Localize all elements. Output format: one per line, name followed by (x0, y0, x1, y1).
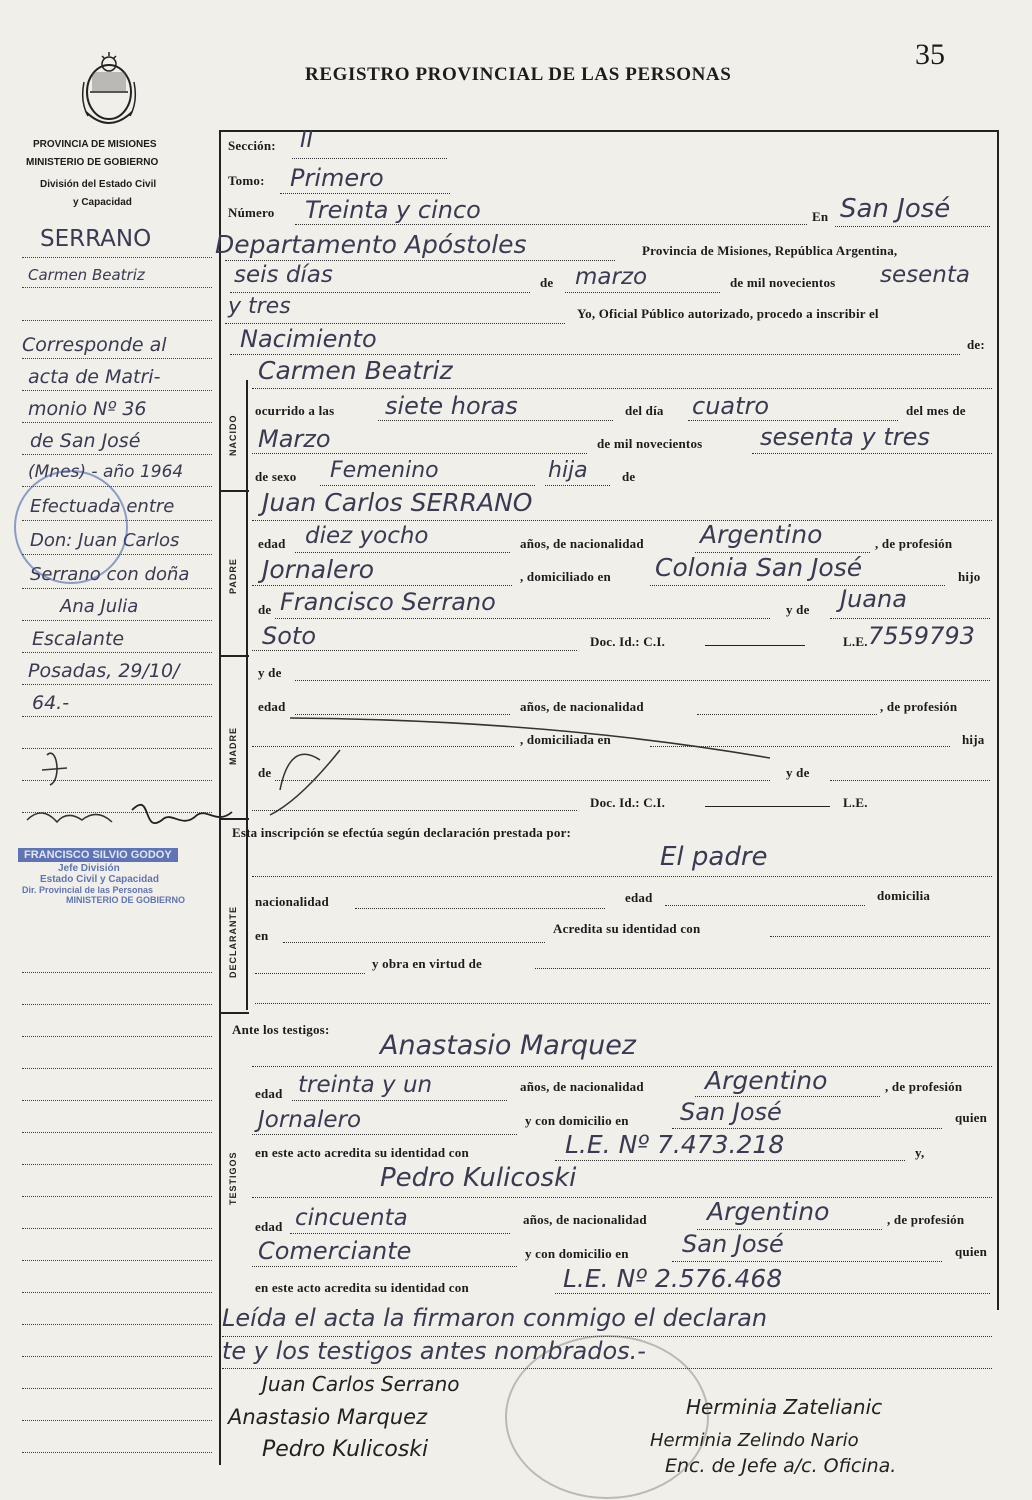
mes-nacido-value: Marzo (258, 425, 331, 453)
madre-edad-label: edad (258, 699, 286, 714)
office-line-2: MINISTERIO DE GOBIERNO (26, 157, 159, 168)
declarante-en-line (283, 942, 545, 943)
testigo1-nac-line (695, 1096, 880, 1097)
stamp-line-1: FRANCISCO SILVIO GODOY (18, 848, 178, 862)
padre-anios-label: años, de nacionalidad (520, 536, 644, 551)
padre-edad-line (295, 552, 510, 553)
testigo2-anios-label: años, de nacionalidad (523, 1212, 647, 1227)
madre-domicilio-label: , domiciliada en (520, 732, 611, 747)
del-dia-label: del día (625, 403, 664, 418)
testigo2-prof: Comerciante (258, 1237, 412, 1265)
margin-rule-e (22, 1100, 212, 1101)
anio-line-2 (225, 323, 565, 324)
testigo1-edad: treinta y un (298, 1072, 433, 1098)
declarante-nacionalidad-line (355, 908, 605, 909)
madre-doc-label: Doc. Id.: C.I. (590, 795, 666, 810)
section-divider-line (246, 380, 248, 1010)
margin-blank-line (22, 320, 212, 321)
hija-line (545, 485, 610, 486)
padre-edad-label: edad (258, 536, 286, 551)
en-label: En (812, 209, 829, 224)
margin-signature (22, 740, 242, 850)
signature-witness-1: Anastasio Marquez (228, 1405, 428, 1429)
declarante-side-label: DECLARANTE (228, 906, 238, 978)
testigo1-y: y, (915, 1145, 925, 1160)
closing-line-2: te y los testigos antes nombrados.- (222, 1337, 646, 1365)
padre-profesion-label: , de profesión (875, 536, 953, 551)
margin-note-10: Escalante (32, 628, 125, 650)
margin-rule-k (22, 1292, 212, 1293)
testigo2-acredita-label: en este acto acredita su identidad con (255, 1280, 469, 1295)
padre-padre-value: Francisco Serrano (280, 588, 496, 616)
testigo2-dom-line (672, 1261, 942, 1262)
testigo2-doc: L.E. Nº 2.576.468 (563, 1264, 783, 1293)
testigo2-prof-line (252, 1266, 517, 1267)
departamento-line (225, 260, 615, 261)
page-number: 35 (915, 38, 945, 71)
margin-note-1: Corresponde al (22, 334, 167, 356)
margin-given-line (22, 287, 212, 288)
padre-madre-divider (219, 655, 249, 657)
margin-note-8: Serrano con doña (30, 564, 190, 585)
anio-value-2: y tres (228, 294, 291, 319)
padre-y-de-label: y de (786, 602, 810, 617)
testigo2-dom: San José (682, 1230, 784, 1258)
madre-y-de-label: y de (258, 665, 282, 680)
padre-padre-line (275, 618, 770, 619)
numero-label: Número (228, 205, 275, 220)
office-line-4: y Capacidad (73, 197, 132, 208)
ocurrido-label: ocurrido a las (255, 403, 335, 418)
margin-note-rule-8 (22, 588, 212, 589)
padre-side-label: PADRE (228, 558, 238, 594)
seccion-label: Sección: (228, 138, 276, 153)
margin-rule-h (22, 1196, 212, 1197)
declarante-edad-label: edad (625, 890, 653, 905)
testigo2-edad-line (290, 1233, 510, 1234)
margin-note-rule-3 (22, 422, 212, 423)
margin-note-7: Don: Juan Carlos (30, 530, 180, 551)
testigo2-edad: cincuenta (295, 1205, 408, 1231)
testigo1-anios-label: años, de nacionalidad (520, 1079, 644, 1094)
testigo1-prof: Jornalero (258, 1107, 362, 1133)
declarante-testigos-divider (219, 1012, 249, 1014)
madre-le-label: L.E. (843, 795, 868, 810)
madre-y-de-line (295, 680, 990, 681)
margin-note-rule-1 (22, 358, 212, 359)
margin-rule-j (22, 1260, 212, 1261)
margin-note-rule-9 (22, 620, 212, 621)
testigo1-quien: quien (955, 1110, 988, 1125)
nacido-side-label: NACIDO (228, 414, 238, 456)
yo-text: Yo, Oficial Público autorizado, procedo a inscribir el (577, 306, 879, 321)
de-nacido-label: de (622, 469, 636, 484)
official-round-stamp (505, 1335, 709, 1499)
madre-profesion-label: , de profesión (880, 699, 958, 714)
mes-nacido-line (252, 453, 587, 454)
padre-hijo-label: hijo (958, 569, 981, 584)
margin-rule-a (22, 972, 212, 973)
margin-surname-line (22, 257, 212, 258)
margin-round-stamp (14, 470, 128, 584)
sexo-label: de sexo (255, 469, 297, 484)
margin-rule-o (22, 1420, 212, 1421)
sexo-value: Femenino (330, 458, 439, 483)
stamp-line-2: Jefe División (58, 863, 120, 874)
margin-note-11: Posadas, 29/10/ (28, 660, 180, 682)
madre-de-label: de (258, 765, 272, 780)
padre-madre-line (830, 618, 990, 619)
testigo1-acredita-label: en este acto acredita su identidad con (255, 1145, 469, 1160)
padre-madre-value-2: Soto (262, 622, 317, 650)
sexo-line (320, 485, 535, 486)
declarante-acredita-label: Acredita su identidad con (553, 921, 701, 936)
en-line (835, 226, 990, 227)
argentina-coat-of-arms-icon (78, 42, 140, 128)
margin-note-rule-10 (22, 652, 212, 653)
declarante-value-line (252, 876, 992, 877)
padre-le-label: L.E. (843, 634, 868, 649)
acto-line (230, 354, 960, 355)
margin-note-6: Efectuada entre (30, 496, 175, 517)
padre-ci-line (705, 645, 805, 646)
mes-value: marzo (575, 264, 648, 290)
signature-witness-2: Pedro Kulicoski (262, 1437, 429, 1462)
testigo1-edad-label: edad (255, 1086, 283, 1101)
declarante-intro: Esta inscripción se efectúa según declaración prestada por: (232, 825, 572, 840)
padre-doc-label: Doc. Id.: C.I. (590, 634, 666, 649)
anio-nacido-label: de mil novecientos (597, 436, 703, 451)
testigos-intro: Ante los testigos: (232, 1022, 330, 1037)
testigo1-dom-label: y con domicilio en (525, 1113, 629, 1128)
testigo2-dom-label: y con domicilio en (525, 1246, 629, 1261)
mes-line (565, 292, 720, 293)
top-frame-line (219, 130, 997, 132)
padre-le-value: 7559793 (868, 622, 975, 650)
office-line-3: División del Estado Civil (40, 179, 157, 190)
tomo-line (280, 193, 450, 194)
right-frame-line (997, 130, 999, 1310)
de-colon-label: de: (967, 337, 985, 352)
declarante-blank-line (255, 1003, 990, 1004)
margin-rule-p (22, 1452, 212, 1453)
padre-de-label: de (258, 602, 272, 617)
testigo2-prof-label: , de profesión (887, 1212, 965, 1227)
testigo1-name: Anastasio Marquez (380, 1030, 636, 1061)
testigo2-edad-label: edad (255, 1219, 283, 1234)
padre-madre-line-2 (252, 650, 577, 651)
stamp-line-4: Dir. Provincial de las Personas (22, 885, 154, 895)
testigo1-nac: Argentino (705, 1066, 828, 1095)
dia-value: seis días (234, 262, 333, 288)
madre-side-label: MADRE (228, 727, 238, 765)
signature-official: Herminia Zatelianic (686, 1395, 883, 1419)
provincia-text: Provincia de Misiones, República Argentina, (642, 243, 898, 258)
margin-rectangular-stamp (18, 845, 243, 940)
closing-line-1: Leída el acta la firmaron conmigo el declaran (222, 1304, 768, 1332)
margin-note-4: de San José (30, 430, 141, 452)
numero-line (295, 224, 807, 225)
de-label: de (540, 275, 554, 290)
padre-domicilio-value: Colonia San José (655, 553, 863, 582)
margin-note-rule-11 (22, 684, 212, 685)
en-value: San José (840, 194, 951, 224)
margin-note-rule-12 (22, 716, 212, 717)
declarante-obra-line-2 (535, 968, 990, 969)
document-title: REGISTRO PROVINCIAL DE LAS PERSONAS (305, 64, 732, 85)
margin-rule-b (22, 1004, 212, 1005)
nacido-name: Carmen Beatriz (258, 356, 453, 385)
testigos-side-label: TESTIGOS (228, 1151, 238, 1205)
hija-value: hija (548, 458, 588, 483)
acto-value: Nacimiento (240, 325, 377, 353)
signature-father: Juan Carlos Serrano (262, 1372, 460, 1396)
madre-anios-label: años, de nacionalidad (520, 699, 644, 714)
padre-domicilio-label: , domiciliado en (520, 569, 611, 584)
margin-note-rule-2 (22, 390, 212, 391)
anio-value: sesenta (880, 262, 970, 288)
testigo1-dom-line (672, 1128, 942, 1129)
testigo2-quien: quien (955, 1244, 988, 1259)
declarante-domicilia-label: domicilia (877, 888, 931, 903)
tomo-label: Tomo: (228, 173, 265, 188)
margin-rule-n (22, 1388, 212, 1389)
testigo1-dom: San José (680, 1098, 782, 1126)
padre-name-line (252, 520, 992, 521)
declarante-value: El padre (660, 842, 768, 872)
declarante-nacionalidad-label: nacionalidad (255, 894, 329, 909)
stamp-line-5: MINISTERIO DE GOBIERNO (66, 895, 186, 905)
margin-surname: SERRANO (40, 226, 152, 252)
hora-value: siete horas (385, 392, 518, 420)
margin-rule-m (22, 1356, 212, 1357)
padre-profesion-line (252, 585, 512, 586)
margin-rule-f (22, 1132, 212, 1133)
dia-line (230, 292, 530, 293)
anio-label: de mil novecientos (730, 275, 836, 290)
testigo1-name-line (252, 1066, 992, 1067)
testigo2-doc-line (555, 1293, 990, 1294)
margin-note-3: monio Nº 36 (28, 398, 147, 420)
official-name: Herminia Zelindo Nario (650, 1430, 859, 1451)
del-mes-label: del mes de (906, 403, 966, 418)
anio-nacido-value: sesenta y tres (760, 423, 930, 451)
margin-note-rule-4 (22, 454, 212, 455)
padre-edad-value: diez yocho (305, 523, 429, 549)
testigo1-prof-label: , de profesión (885, 1079, 963, 1094)
nacido-padre-divider (219, 490, 249, 492)
padre-madre-value: Juana (840, 585, 907, 613)
margin-given: Carmen Beatriz (28, 266, 145, 284)
margin-note-12: 64.- (32, 692, 70, 714)
declarante-obra-label: y obra en virtud de (372, 956, 482, 971)
madre-hija-label: hija (962, 732, 985, 747)
testigo1-doc-line (555, 1160, 905, 1161)
tomo-value: Primero (290, 164, 384, 192)
margin-rule-d (22, 1068, 212, 1069)
nacido-name-line (252, 388, 992, 389)
seccion-line (292, 158, 447, 159)
seccion-value: II (300, 128, 313, 153)
testigo2-name-line (252, 1197, 992, 1198)
margin-rule-l (22, 1324, 212, 1325)
testigo1-doc: L.E. Nº 7.473.218 (565, 1130, 785, 1159)
anio-nacido-line (752, 453, 992, 454)
margin-note-5: (Mnes) - año 1964 (28, 462, 184, 482)
official-role: Enc. de Jefe a/c. Oficina. (665, 1455, 897, 1477)
margin-rule-c (22, 1036, 212, 1037)
numero-value: Treinta y cinco (305, 196, 481, 224)
declarante-en-label: en (255, 928, 269, 943)
stamp-line-3: Estado Civil y Capacidad (40, 874, 159, 885)
madre-y-de2-label: y de (786, 765, 810, 780)
testigo1-edad-line (292, 1100, 507, 1101)
madre-cancel-stroke (250, 700, 990, 820)
testigo2-nac: Argentino (707, 1197, 830, 1226)
hora-line (378, 420, 613, 421)
padre-profesion-value: Jornalero (262, 555, 375, 584)
declarante-edad-line (665, 905, 865, 906)
padre-nacionalidad-value: Argentino (700, 520, 823, 549)
departamento-value: Departamento Apóstoles (215, 230, 527, 259)
dia-nacido-value: cuatro (692, 392, 770, 420)
testigo2-name: Pedro Kulicoski (380, 1163, 577, 1193)
padre-name: Juan Carlos SERRANO (262, 488, 533, 517)
office-line-1: PROVINCIA DE MISIONES (33, 139, 157, 150)
testigo1-prof-line (252, 1134, 517, 1135)
declarante-obra-line-1 (255, 973, 365, 974)
margin-note-9: Ana Julia (60, 596, 139, 617)
margin-rule-i (22, 1228, 212, 1229)
declarante-acredita-line (770, 936, 990, 937)
dia-nacido-line (688, 420, 898, 421)
margin-note-2: acta de Matri- (28, 366, 161, 388)
margin-rule-g (22, 1164, 212, 1165)
